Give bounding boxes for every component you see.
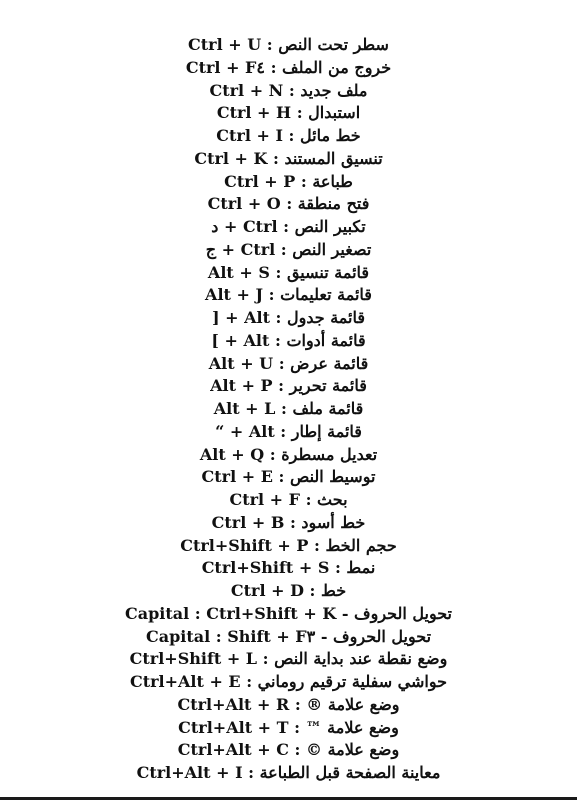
shortcut-frame-menu: قائمة إطار : Alt + “ <box>215 421 362 441</box>
shortcut-italic: خط مائل : Ctrl + I <box>216 126 361 145</box>
shortcut-change-case-k: تحويل الحروف - Capital : Ctrl+Shift + K <box>124 603 453 623</box>
shortcut-replace: استبدال : Ctrl + H <box>216 103 361 123</box>
shortcut-exit-file: خروج من الملف : Ctrl + F٤ <box>185 57 392 77</box>
shortcut-underline: سطر تحت النص : Ctrl + U <box>188 35 389 54</box>
shortcut-edit-menu: قائمة تحرير : Alt + P <box>210 376 367 396</box>
shortcut-edit-ruler: تعديل مسطرة : Alt + Q <box>199 444 378 464</box>
shortcut-format-document: تنسيق المستند : Ctrl + K <box>194 148 383 168</box>
shortcut-registered-mark: وضع علامة ® : Ctrl+Alt + R <box>177 694 400 714</box>
shortcut-open: فتح منطقة : Ctrl + O <box>207 194 370 214</box>
shortcut-print-preview: معاينة الصفحة قبل الطباعة : Ctrl+Alt + I <box>136 763 441 782</box>
shortcut-copyright: وضع علامة © : Ctrl+Alt + C <box>177 740 400 760</box>
shortcut-change-case-f3: تحويل الحروف - Capital : Shift + F٣ <box>145 626 432 646</box>
shortcut-tools-menu: قائمة أدوات : Alt + ] <box>211 330 366 350</box>
shortcut-style: نمط : Ctrl+Shift + S <box>201 558 376 578</box>
shortcut-bold: خط أسود : Ctrl + B <box>211 512 366 532</box>
shortcut-shrink-text: تصغير النص : Ctrl + ج <box>205 239 372 259</box>
shortcut-trademark: وضع علامة ™ : Ctrl+Alt + T <box>178 717 399 737</box>
shortcut-font-size: حجم الخط : Ctrl+Shift + P <box>180 535 397 555</box>
shortcut-center-text: توسيط النص : Ctrl + E <box>201 467 376 487</box>
shortcut-file-menu: قائمة ملف : Alt + L <box>213 399 364 418</box>
shortcut-enlarge-text: تكبير النص : Ctrl + د <box>211 217 366 236</box>
shortcut-help-menu: قائمة تعليمات : Alt + J <box>205 285 372 305</box>
shortcut-view-menu: قائمة عرض : Alt + U <box>208 353 369 373</box>
shortcut-bullet: وضع نقطة عند بداية النص : Ctrl+Shift + L <box>129 649 448 669</box>
shortcut-search: بحث : Ctrl + F <box>229 490 348 509</box>
shortcut-roman-footnotes: حواشي سفلية ترقيم روماني : Ctrl+Alt + E <box>129 672 448 691</box>
shortcut-print: طباعة : Ctrl + P <box>224 171 353 191</box>
shortcut-list <box>0 34 577 785</box>
shortcut-font: خط : Ctrl + D <box>230 581 347 600</box>
shortcut-table-menu: قائمة جدول : Alt + [ <box>211 308 366 327</box>
shortcut-new-file: ملف جديد : Ctrl + N <box>209 80 368 100</box>
shortcut-format-menu: قائمة تنسيق : Alt + S <box>207 262 370 282</box>
